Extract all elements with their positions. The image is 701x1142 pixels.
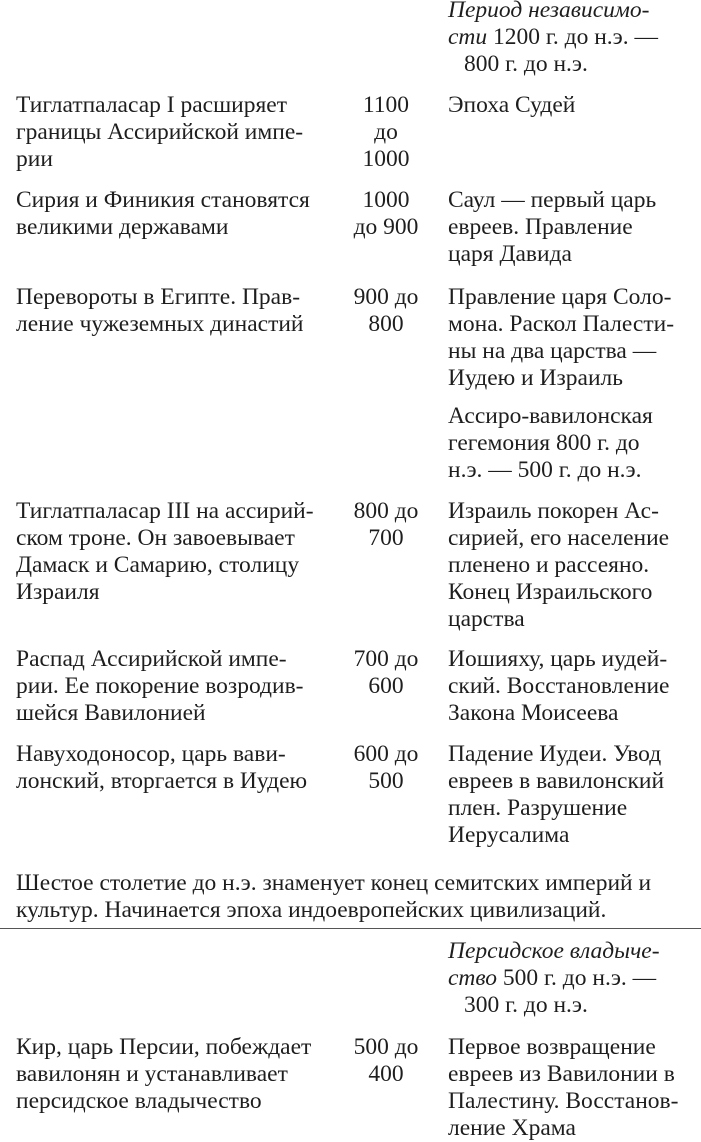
date-cell: 900 до 800 — [353, 284, 419, 337]
period-range: 1200 г. до н.э. — — [487, 24, 659, 50]
period-header-independence — [448, 0, 698, 78]
biblical-event-cell: Падение Иудеи. Увод евреев в вавилонский плен. Разрушение Иерусалима — [448, 741, 665, 848]
event-cell: Сирия и Финикия становятся великими державами — [16, 187, 310, 240]
event-cell: Кир, царь Персии, побеждает вавилонян и устанавливает персидское владычество — [16, 1034, 312, 1114]
event-cell: Перевороты в Египте. Прав- ление чужеземных династий — [16, 284, 304, 337]
date-cell: 1000 до 900 — [353, 187, 419, 240]
section-divider — [0, 928, 701, 929]
period-range: 500 г. до н.э. — — [497, 965, 657, 991]
period-header-assyro-babylonian: Ассиро-вавилонская гегемония 800 г. до н.э. — 500 г. до н.э. — [448, 403, 653, 483]
period-title: ство — [448, 965, 498, 991]
period-title: Персидское владыче- — [448, 938, 660, 964]
biblical-event-cell: Израиль покорен Ас- сирией, его население пленено и рассеяно. Конец Израильского царства — [448, 498, 670, 632]
date-cell: 700 до 600 — [353, 646, 419, 699]
biblical-event-cell: Правление царя Соло- мона. Раскол Палести- ны на два царства — Иудею и Израиль — [448, 284, 675, 391]
date-cell: 500 до 400 — [353, 1034, 419, 1087]
event-cell: Навуходоносор, царь вави- лонский, вторгается в Иудею — [16, 741, 308, 794]
date-cell: 1100 до 1000 — [362, 92, 410, 172]
date-cell: 600 до 500 — [353, 741, 419, 794]
biblical-event-cell: Эпоха Судей — [448, 92, 576, 118]
biblical-event-cell: Первое возвращение евреев из Вавилонии в Палестину. Восстанов- ление Храма — [448, 1034, 679, 1141]
biblical-event-cell: Саул — первый царь евреев. Правление царя Давида — [448, 187, 657, 267]
period-range: 300 г. до н.э. — [464, 992, 588, 1018]
transition-note: Шестое столетие до н.э. знаменует конец семитских империй и культур. Начинается эпоха индоевропейских цивилизаций. — [16, 870, 652, 923]
period-range: 800 г. до н.э. — [464, 51, 588, 77]
period-title: Период независимо- — [448, 0, 650, 23]
date-cell: 800 до 700 — [353, 498, 419, 551]
period-title: сти — [448, 24, 488, 50]
event-cell: Тиглатпаласар III на ассирий- ском троне. Он завоевывает Дамаск и Самарию, столицу Израиля — [16, 498, 314, 605]
event-cell: Тиглатпаласар I расширяет границы Ассирийской импе- рии — [16, 92, 304, 172]
event-cell: Распад Ассирийской импе- рии. Ее покорение возродив- шейся Вавилонией — [16, 646, 304, 726]
biblical-event-cell: Иошияху, царь иудей- ский. Восстановление Закона Моисеева — [448, 646, 670, 726]
period-header-persian — [448, 938, 698, 1019]
